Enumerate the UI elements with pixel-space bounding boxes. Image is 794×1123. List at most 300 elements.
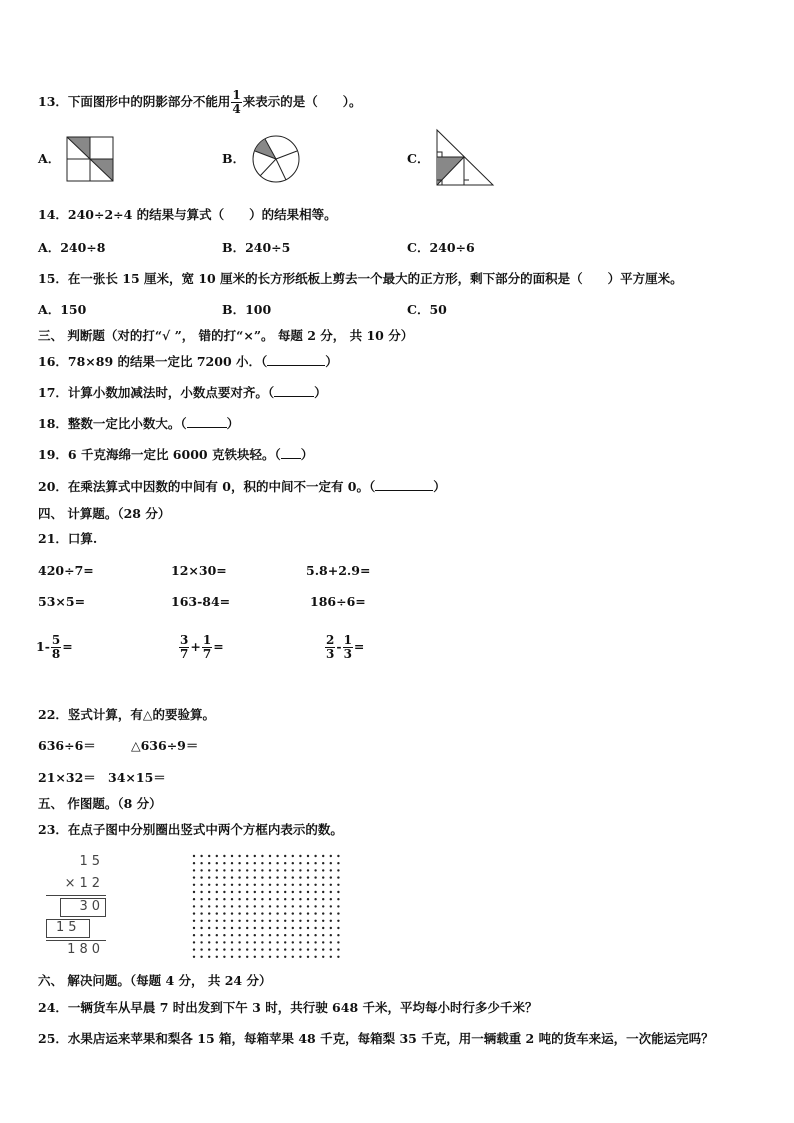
frac-den: 3: [343, 647, 352, 661]
q23-dot-grid[interactable]: [190, 852, 350, 962]
grid-dot: [254, 869, 256, 871]
grid-dot: [254, 956, 256, 958]
q21-r3c1-frac: [51, 634, 61, 661]
q21-r3c2: [178, 632, 224, 662]
q13-option-b-label: B．: [222, 151, 246, 166]
grid-dot: [337, 898, 339, 900]
grid-dot: [322, 920, 324, 922]
grid-dot: [193, 855, 195, 857]
grid-dot: [314, 891, 316, 893]
grid-dot: [269, 956, 271, 958]
grid-dot: [231, 948, 233, 950]
grid-dot: [284, 862, 286, 864]
grid-dot: [330, 876, 332, 878]
q13-suffix: 来表示的是（ ）。: [242, 94, 362, 109]
q21-r3c1-pre: 1-: [36, 639, 50, 654]
grid-dot: [322, 956, 324, 958]
grid-dot: [269, 934, 271, 936]
q18: [38, 416, 239, 432]
grid-dot: [276, 898, 278, 900]
grid-dot: [216, 927, 218, 929]
grid-dot: [216, 905, 218, 907]
grid-dot: [223, 941, 225, 943]
q15-option-b: B．100: [222, 302, 272, 317]
grid-dot: [276, 869, 278, 871]
grid-dot: [208, 891, 210, 893]
q17-end: ）: [314, 385, 327, 400]
grid-dot: [246, 948, 248, 950]
grid-dot: [193, 862, 195, 864]
grid-dot: [254, 898, 256, 900]
q19-text: 19．6 千克海绵一定比 6000 克铁块轻。（: [38, 447, 281, 462]
q19-answer-blank[interactable]: [281, 447, 301, 459]
frac-den: 7: [202, 647, 212, 661]
q21-r3c2-eq: =: [213, 639, 224, 654]
grid-dot: [200, 934, 202, 936]
grid-dot: [216, 869, 218, 871]
grid-dot: [330, 934, 332, 936]
grid-dot: [216, 948, 218, 950]
grid-dot: [231, 920, 233, 922]
grid-dot: [330, 862, 332, 864]
grid-dot: [254, 927, 256, 929]
grid-dot: [231, 891, 233, 893]
grid-dot: [246, 876, 248, 878]
grid-dot: [284, 898, 286, 900]
grid-dot: [322, 884, 324, 886]
grid-dot: [292, 898, 294, 900]
grid-dot: [261, 898, 263, 900]
frac-den: 3: [326, 647, 335, 661]
q21-r3c2-frac2: [202, 634, 212, 661]
grid-dot: [246, 898, 248, 900]
grid-dot: [193, 934, 195, 936]
grid-dot: [238, 927, 240, 929]
grid-dot: [314, 876, 316, 878]
grid-dot: [193, 884, 195, 886]
grid-dot: [322, 876, 324, 878]
grid-dot: [269, 920, 271, 922]
q16-end: ）: [325, 354, 338, 369]
grid-dot: [238, 920, 240, 922]
grid-dot: [223, 891, 225, 893]
grid-dot: [299, 934, 301, 936]
grid-dot: [254, 876, 256, 878]
grid-dot: [292, 891, 294, 893]
grid-dot: [261, 927, 263, 929]
grid-dot: [246, 862, 248, 864]
q21-r1c3: 5.8+2.9=: [306, 563, 371, 578]
grid-dot: [337, 869, 339, 871]
grid-dot: [299, 920, 301, 922]
grid-dot: [307, 927, 309, 929]
q23-product: 180: [67, 942, 104, 957]
grid-dot: [216, 956, 218, 958]
grid-dot: [231, 862, 233, 864]
grid-dot: [299, 948, 301, 950]
q21-r3c3-frac2: [343, 634, 353, 661]
q15-option-c: C．50: [407, 302, 447, 317]
grid-dot: [307, 948, 309, 950]
grid-dot: [276, 912, 278, 914]
grid-dot: [337, 941, 339, 943]
grid-dot: [193, 927, 195, 929]
grid-dot: [284, 876, 286, 878]
grid-dot: [254, 941, 256, 943]
grid-dot: [292, 927, 294, 929]
q23-partial-2: 15: [56, 920, 81, 935]
grid-dot: [292, 920, 294, 922]
q20-answer-blank[interactable]: [375, 479, 433, 491]
grid-dot: [208, 869, 210, 871]
grid-dot: [200, 905, 202, 907]
q21-r3c1-eq: =: [62, 639, 73, 654]
grid-dot: [261, 941, 263, 943]
grid-dot: [269, 941, 271, 943]
frac-num: 1: [343, 633, 352, 647]
q14-option-c: C．240÷6: [407, 240, 475, 255]
grid-dot: [292, 912, 294, 914]
grid-dot: [246, 891, 248, 893]
grid-dot: [299, 941, 301, 943]
grid-dot: [216, 884, 218, 886]
frac-num: 2: [326, 633, 335, 647]
grid-dot: [307, 934, 309, 936]
grid-dot: [314, 920, 316, 922]
grid-dot: [261, 862, 263, 864]
grid-dot: [322, 948, 324, 950]
grid-dot: [322, 905, 324, 907]
grid-dot: [337, 905, 339, 907]
grid-dot: [200, 912, 202, 914]
grid-dot: [246, 934, 248, 936]
grid-dot: [246, 927, 248, 929]
grid-dot: [276, 934, 278, 936]
grid-dot: [254, 920, 256, 922]
q16: [38, 354, 338, 370]
grid-dot: [223, 905, 225, 907]
grid-dot: [200, 941, 202, 943]
grid-dot: [223, 898, 225, 900]
grid-dot: [307, 898, 309, 900]
q17: [38, 385, 327, 401]
q16-answer-blank[interactable]: [267, 354, 325, 366]
grid-dot: [193, 956, 195, 958]
grid-dot: [292, 934, 294, 936]
grid-dot: [261, 956, 263, 958]
grid-dot: [322, 855, 324, 857]
grid-dot: [292, 869, 294, 871]
grid-dot: [269, 912, 271, 914]
grid-dot: [246, 920, 248, 922]
frac-den: 8: [51, 647, 61, 661]
grid-dot: [269, 862, 271, 864]
q13-figure-c: [435, 128, 495, 186]
grid-dot: [208, 862, 210, 864]
grid-dot: [216, 891, 218, 893]
grid-dot: [276, 891, 278, 893]
grid-dot: [330, 898, 332, 900]
q13-frac-den: 4: [232, 102, 241, 116]
q25: 25．水果店运来苹果和梨各 15 箱，每箱苹果 48 千克，每箱梨 35 千克，用一辆载重 2 吨的货车来运，一次能运完吗？: [38, 1031, 714, 1046]
q22-title: 22．竖式计算，有△的要验算。: [38, 707, 216, 722]
grid-dot: [254, 884, 256, 886]
grid-dot: [337, 912, 339, 914]
grid-dot: [246, 905, 248, 907]
grid-dot: [254, 862, 256, 864]
q13-figure-b: [251, 134, 301, 184]
grid-dot: [337, 884, 339, 886]
grid-dot: [284, 927, 286, 929]
grid-dot: [216, 912, 218, 914]
q21-r3c2-op: +: [190, 639, 201, 654]
grid-dot: [284, 869, 286, 871]
grid-dot: [299, 869, 301, 871]
grid-dot: [299, 862, 301, 864]
grid-dot: [208, 898, 210, 900]
grid-dot: [299, 912, 301, 914]
grid-dot: [292, 956, 294, 958]
grid-dot: [314, 905, 316, 907]
grid-dot: [231, 898, 233, 900]
grid-dot: [238, 862, 240, 864]
q21-r2c2: 163-84=: [171, 594, 231, 609]
grid-dot: [284, 934, 286, 936]
grid-dot: [307, 862, 309, 864]
grid-dot: [223, 912, 225, 914]
grid-dot: [292, 948, 294, 950]
grid-dot: [307, 869, 309, 871]
grid-dot: [330, 948, 332, 950]
grid-dot: [223, 855, 225, 857]
grid-dot: [261, 920, 263, 922]
grid-dot: [254, 891, 256, 893]
grid-dot: [238, 934, 240, 936]
grid-dot: [216, 862, 218, 864]
grid-dot: [307, 905, 309, 907]
grid-dot: [284, 920, 286, 922]
frac-den: 7: [180, 647, 189, 661]
grid-dot: [269, 927, 271, 929]
grid-dot: [238, 884, 240, 886]
q13-stem: [38, 89, 362, 116]
grid-dot: [200, 855, 202, 857]
grid-dot: [246, 869, 248, 871]
grid-dot: [261, 876, 263, 878]
q21-r3c3: [324, 632, 364, 662]
q20-text: 20．在乘法算式中因数的中间有 0，积的中间不一定有 0。（: [38, 479, 376, 494]
grid-dot: [314, 884, 316, 886]
grid-dot: [208, 912, 210, 914]
grid-dot: [223, 927, 225, 929]
q13-fraction: [231, 89, 241, 116]
grid-dot: [269, 855, 271, 857]
q14-option-b: B．240÷5: [222, 240, 291, 255]
grid-dot: [307, 941, 309, 943]
grid-dot: [330, 927, 332, 929]
grid-dot: [299, 956, 301, 958]
grid-dot: [200, 862, 202, 864]
grid-dot: [238, 905, 240, 907]
grid-dot: [246, 956, 248, 958]
grid-dot: [246, 855, 248, 857]
grid-dot: [200, 898, 202, 900]
grid-dot: [307, 855, 309, 857]
grid-dot: [307, 891, 309, 893]
grid-dot: [337, 948, 339, 950]
q23-multiplier: ×12: [64, 876, 104, 891]
q23-rule-1: [46, 895, 106, 896]
grid-dot: [208, 884, 210, 886]
grid-dot: [261, 891, 263, 893]
grid-dot: [330, 905, 332, 907]
grid-dot: [307, 956, 309, 958]
grid-dot: [284, 956, 286, 958]
grid-dot: [216, 941, 218, 943]
grid-dot: [284, 948, 286, 950]
grid-dot: [193, 898, 195, 900]
grid-dot: [238, 948, 240, 950]
q21-r2c3: 186÷6=: [310, 594, 366, 609]
grid-dot: [314, 869, 316, 871]
grid-dot: [223, 884, 225, 886]
q21-title: 21．口算.: [38, 531, 98, 546]
grid-dot: [276, 855, 278, 857]
grid-dot: [200, 891, 202, 893]
q23-title: 23．在点子图中分别圈出竖式中两个方框内表示的数。: [38, 822, 343, 837]
grid-dot: [337, 956, 339, 958]
grid-dot: [322, 891, 324, 893]
grid-dot: [208, 920, 210, 922]
frac-num: 3: [180, 633, 189, 647]
grid-dot: [208, 905, 210, 907]
grid-dot: [284, 905, 286, 907]
grid-dot: [284, 855, 286, 857]
grid-dot: [322, 927, 324, 929]
grid-dot: [299, 876, 301, 878]
grid-dot: [216, 876, 218, 878]
grid-dot: [223, 876, 225, 878]
grid-dot: [292, 941, 294, 943]
grid-dot: [208, 934, 210, 936]
grid-dot: [231, 855, 233, 857]
grid-dot: [322, 869, 324, 871]
grid-dot: [261, 884, 263, 886]
grid-dot: [314, 956, 316, 958]
grid-dot: [254, 905, 256, 907]
grid-dot: [330, 891, 332, 893]
q17-answer-blank[interactable]: [274, 385, 314, 397]
grid-dot: [200, 927, 202, 929]
q18-answer-blank[interactable]: [187, 416, 227, 428]
grid-dot: [200, 948, 202, 950]
q24: 24．一辆货车从早晨 7 时出发到下午 3 时，共行驶 648 千米，平均每小时行多少千米？: [38, 1000, 538, 1015]
grid-dot: [231, 927, 233, 929]
grid-dot: [223, 920, 225, 922]
grid-dot: [276, 905, 278, 907]
q21-r3c2-frac1: [179, 634, 189, 661]
grid-dot: [299, 855, 301, 857]
grid-dot: [314, 927, 316, 929]
grid-dot: [269, 884, 271, 886]
q22-r2c1: 21×32＝: [38, 770, 96, 785]
grid-dot: [216, 920, 218, 922]
q15-stem: 15．在一张长 15 厘米，宽 10 厘米的长方形纸板上剪去一个最大的正方形，剩下部分的面积是（ ）平方厘米。: [38, 271, 683, 286]
q21-r3c3-frac1: [325, 634, 335, 661]
q20: [38, 479, 446, 495]
q13-frac-num: 1: [232, 88, 241, 102]
grid-dot: [223, 869, 225, 871]
grid-dot: [314, 862, 316, 864]
grid-dot: [330, 869, 332, 871]
q18-text: 18．整数一定比小数大。（: [38, 416, 187, 431]
grid-dot: [246, 884, 248, 886]
grid-dot: [223, 956, 225, 958]
grid-dot: [276, 920, 278, 922]
grid-dot: [299, 884, 301, 886]
grid-dot: [330, 855, 332, 857]
q21-r1c1: 420÷7=: [38, 563, 94, 578]
grid-dot: [254, 948, 256, 950]
q19: [38, 447, 313, 463]
grid-dot: [292, 876, 294, 878]
grid-dot: [216, 855, 218, 857]
grid-dot: [292, 884, 294, 886]
q13-prefix: 13．下面图形中的阴影部分不能用: [38, 94, 231, 109]
grid-dot: [269, 869, 271, 871]
grid-dot: [276, 862, 278, 864]
q21-r3c1: [36, 632, 73, 662]
grid-dot: [200, 876, 202, 878]
grid-dot: [292, 862, 294, 864]
grid-dot: [269, 898, 271, 900]
grid-dot: [269, 891, 271, 893]
grid-dot: [337, 862, 339, 864]
grid-dot: [231, 905, 233, 907]
q21-r3c3-op: -: [336, 639, 342, 654]
q13-option-c-label: C．: [407, 151, 430, 166]
grid-dot: [276, 941, 278, 943]
grid-dot: [314, 941, 316, 943]
grid-dot: [299, 905, 301, 907]
grid-dot: [208, 876, 210, 878]
section-5-heading: 五、 作图题。（8 分）: [38, 796, 162, 811]
grid-dot: [337, 876, 339, 878]
grid-dot: [276, 884, 278, 886]
grid-dot: [284, 884, 286, 886]
grid-dot: [261, 855, 263, 857]
grid-dot: [330, 956, 332, 958]
grid-dot: [284, 941, 286, 943]
section-3-heading: 三、 判断题（对的打“√ ”， 错的打“×”。 每题 2 分， 共 10 分）: [38, 328, 414, 343]
q16-text: 16．78×89 的结果一定比 7200 小．（: [38, 354, 268, 369]
grid-dot: [231, 876, 233, 878]
q21-r1c2: 12×30=: [171, 563, 227, 578]
q21-r3c3-eq: =: [353, 639, 365, 654]
grid-dot: [261, 869, 263, 871]
q23-partial-1: 30: [79, 899, 104, 914]
grid-dot: [193, 948, 195, 950]
q14-option-a: A．240÷8: [38, 240, 106, 255]
grid-dot: [276, 948, 278, 950]
q22-r1c2: △636÷9＝: [131, 738, 199, 753]
grid-dot: [276, 956, 278, 958]
grid-dot: [193, 891, 195, 893]
q18-end: ）: [226, 416, 240, 431]
grid-dot: [269, 948, 271, 950]
grid-dot: [238, 891, 240, 893]
grid-dot: [200, 884, 202, 886]
